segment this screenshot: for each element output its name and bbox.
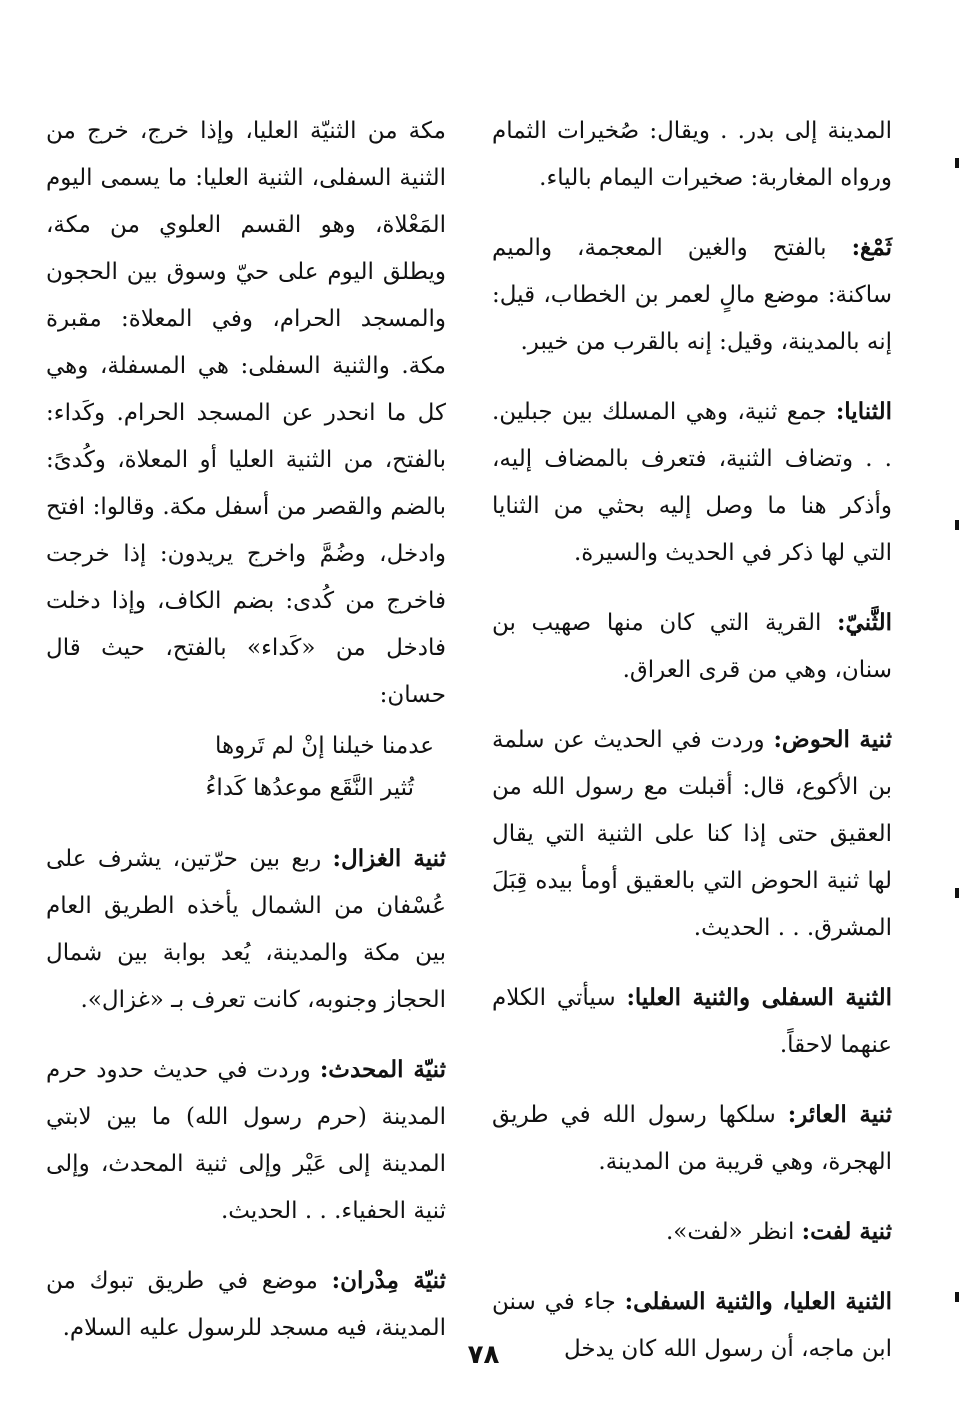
entry-heading: الثنية السفلى والثنية العليا: bbox=[626, 984, 892, 1011]
entry-body: سيأتي الكلام عنهما لاحقاً. bbox=[492, 985, 892, 1058]
verse-line-2: تُثير النَّقَع موعدُها كَداءُ bbox=[205, 775, 414, 801]
entry-althanaya bbox=[492, 388, 892, 577]
right-column bbox=[492, 108, 892, 1395]
entry-continuation bbox=[492, 108, 892, 202]
entry-thaniyat-alhawd bbox=[492, 716, 892, 952]
entry-thaniyat-almuhdith bbox=[46, 1046, 446, 1235]
entry-heading: ثنيّة المحدث: bbox=[319, 1056, 446, 1083]
continuation-text: المدينة إلى بدر. . ويقال: صُخيرات الثمام ورواه المغاربة: صخيرات اليمام بالياء. bbox=[492, 118, 892, 191]
verse-line-1: عدمنا خيلنا إنْ لم تَروها bbox=[215, 733, 434, 759]
margin-mark bbox=[955, 1292, 959, 1302]
continuation-text: مكة من الثنيّة العليا، وإذا خرج، خرج من الثنية السفلى، الثنية العليا: ما يسمى اليوم المَعْلاة، وهو القسم العلوي من مكة، ويطلق اليوم على حيّ وسوق بين الحجون والمسجد الحرام، وفي المعلاة: مقبرة مكة. والثنية السفلى: هي المسفلة، وهي كل ما انحدر عن المسجد الحرام. وكَداء: بالفتح، من الثنية العليا أو المعلاة، وكُدىً: بالضم والقصر من أسفل مكة. وقالوا: افتح وادخل، وضُمَّ واخرج يريدون: إذا خرجت فاخرج من كُدى: بضم الكاف، وإذا دخلت فادخل من «كَداء» بالفتح، حيث قال حسان: bbox=[46, 118, 446, 708]
margin-mark bbox=[955, 520, 959, 530]
poem-verse bbox=[46, 725, 446, 809]
entry-body: وردت في الحديث عن سلمة بن الأكوع، قال: أقبلت مع رسول الله من العقيق حتى إذا كنا على الثنية التي يقال لها ثنية الحوض التي بالعقيق أومأ بيده قِبَلَ المشرق. . . الحديث. bbox=[492, 727, 892, 941]
entry-thaniyat-midran bbox=[46, 1257, 446, 1352]
entry-heading: ثنيّة مِدْران: bbox=[331, 1267, 446, 1294]
entry-thaniyat-alghazal bbox=[46, 835, 446, 1024]
entry-thaniya-sufla-ulya bbox=[492, 974, 892, 1069]
entry-aththanni bbox=[492, 599, 892, 694]
entry-body: القرية التي كان منها صهيب بن سنان، وهي من قرى العراق. bbox=[492, 610, 892, 683]
entry-heading: ثَمْغ: bbox=[851, 234, 892, 261]
entry-body: وردت في حديث حدود حرم المدينة (حرم رسول الله) ما بين لابتي المدينة إلى عَيْر وإلى ثنية المحدث، وإلى ثنية الحفياء. . . الحديث. bbox=[46, 1057, 446, 1224]
entry-body: بالفتح والغين المعجمة، والميم ساكنة: موضع مالٍ لعمر بن الخطاب، قيل: إنه بالمدينة، وقيل: إنه بالقرب من خيبر. bbox=[492, 235, 892, 355]
entry-body: سلكها رسول الله في طريق الهجرة، وهي قريبة من المدينة. bbox=[492, 1102, 892, 1175]
entry-thamgh bbox=[492, 224, 892, 366]
entry-heading: الثَّنيّ: bbox=[837, 609, 892, 636]
entry-body: ربع بين حرّتين، يشرف على عُسْفان من الشمال يأخذه الطريق العام بين مكة والمدينة، يُعد بوابة بين شمال الحجاز وجنوبه، كانت تعرف بـ «غزال». bbox=[46, 846, 446, 1013]
entry-heading: ثنية الحوض: bbox=[773, 726, 892, 753]
entry-thaniyat-alair bbox=[492, 1091, 892, 1186]
entry-heading: ثنية العائر: bbox=[787, 1101, 892, 1128]
entry-heading: الثنايا: bbox=[835, 398, 892, 425]
left-column bbox=[46, 108, 446, 1374]
entry-heading: الثنية العليا، والثنية السفلى: bbox=[624, 1288, 892, 1315]
entry-body: موضع في طريق تبوك من المدينة، فيه مسجد للرسول عليه السلام. bbox=[46, 1268, 446, 1341]
entry-body: انظر «لفت». bbox=[666, 1219, 802, 1245]
entry-continuation bbox=[46, 108, 446, 719]
page-number: ٧٨ bbox=[467, 1340, 500, 1370]
margin-mark bbox=[955, 888, 959, 898]
margin-mark bbox=[955, 158, 959, 168]
entry-body: جاء في سنن ابن ماجه، أن رسول الله كان يدخل bbox=[492, 1289, 892, 1362]
entry-thaniyat-laft bbox=[492, 1208, 892, 1256]
entry-body: جمع ثنية، وهي المسلك بين جبلين. . . وتضاف الثنية، فتعرف بالمضاف إليه، وأذكر هنا ما وصل إليه بحثي من الثنايا التي لها ذكر في الحديث والسيرة. bbox=[492, 399, 892, 566]
entry-heading: ثنية الغزال: bbox=[332, 845, 446, 872]
entry-heading: ثنية لفت: bbox=[801, 1218, 892, 1245]
